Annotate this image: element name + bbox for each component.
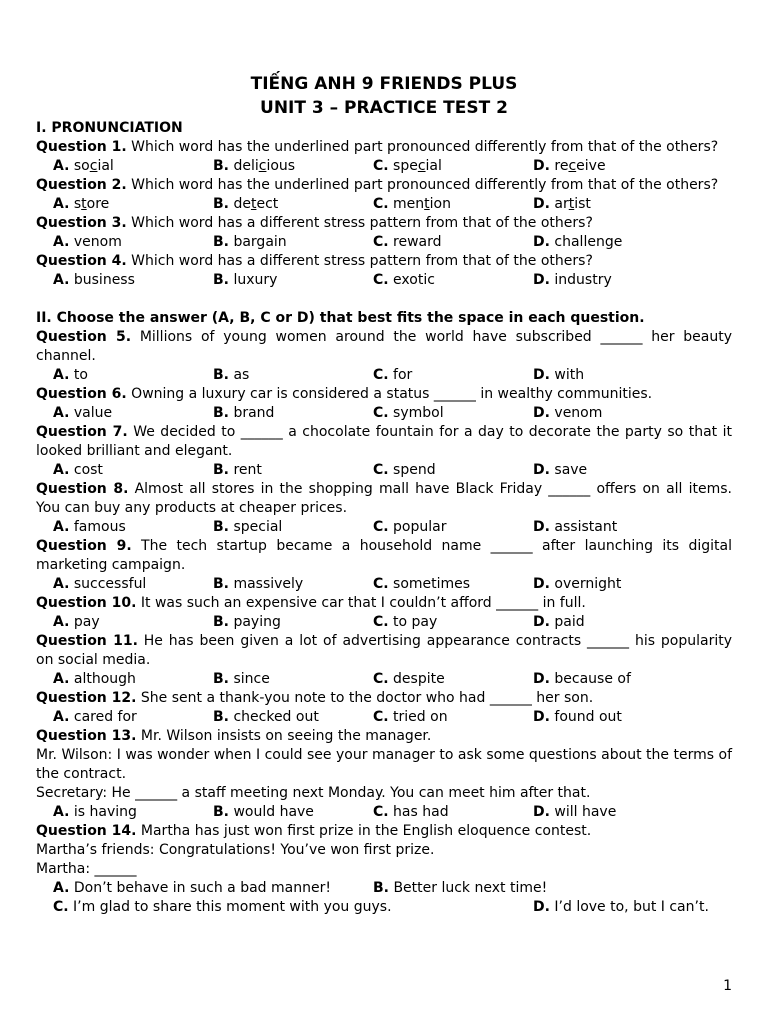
option-b: B. rent bbox=[213, 462, 262, 478]
question-number: Question 2. bbox=[36, 177, 127, 193]
question-2 bbox=[36, 176, 732, 195]
question-3 bbox=[36, 214, 732, 233]
question-5 bbox=[36, 328, 732, 366]
options-4 bbox=[36, 271, 732, 290]
option-a: A. although bbox=[53, 671, 136, 687]
options-2 bbox=[36, 195, 732, 214]
section-choose-heading: II. Choose the answer (A, B, C or D) that best fits the space in each question. bbox=[36, 310, 645, 326]
option-d: D. save bbox=[533, 462, 588, 478]
option-b: B. checked out bbox=[213, 709, 319, 725]
option-a: A. is having bbox=[53, 804, 137, 820]
question-number: Question 11. bbox=[36, 633, 138, 649]
option-c: C. mention bbox=[373, 196, 451, 212]
option-b: B. Better luck next time! bbox=[373, 880, 548, 896]
option-a: A. venom bbox=[53, 234, 122, 250]
option-d: D. I’d love to, but I can’t. bbox=[533, 899, 709, 915]
options-8 bbox=[36, 518, 732, 537]
option-c: C. tried on bbox=[373, 709, 448, 725]
option-b: B. bargain bbox=[213, 234, 287, 250]
option-b: B. paying bbox=[213, 614, 281, 630]
options-1 bbox=[36, 157, 732, 176]
option-d: D. because of bbox=[533, 671, 631, 687]
question-number: Question 8. bbox=[36, 481, 129, 497]
option-d: D. paid bbox=[533, 614, 585, 630]
option-a: A. cost bbox=[53, 462, 103, 478]
options-14-row1 bbox=[36, 879, 732, 898]
option-b: B. brand bbox=[213, 405, 275, 421]
option-d: D. will have bbox=[533, 804, 617, 820]
question-text: Which word has the underlined part pronounced differently from that of the others? bbox=[126, 177, 719, 193]
option-d: D. found out bbox=[533, 709, 622, 725]
option-c: C. for bbox=[373, 367, 413, 383]
option-c: C. special bbox=[373, 158, 442, 174]
option-a: A. value bbox=[53, 405, 113, 421]
option-c: C. spend bbox=[373, 462, 436, 478]
document-title: TIẾNG ANH 9 FRIENDS PLUS bbox=[250, 74, 518, 94]
option-c: C. exotic bbox=[373, 272, 435, 288]
options-3 bbox=[36, 233, 732, 252]
options-12 bbox=[36, 708, 732, 727]
option-b: B. massively bbox=[213, 576, 304, 592]
page-number: 1 bbox=[723, 978, 732, 994]
question-number: Question 14. bbox=[36, 823, 137, 839]
question-text: Almost all stores in the shopping mall have Black Friday ______ offers on all items. You can buy any products at cheaper prices. bbox=[36, 481, 732, 516]
option-b: B. delicious bbox=[213, 158, 296, 174]
option-d: D. assistant bbox=[533, 519, 618, 535]
option-c: C. popular bbox=[373, 519, 447, 535]
option-c: C. to pay bbox=[373, 614, 438, 630]
document-subtitle: UNIT 3 – PRACTICE TEST 2 bbox=[260, 98, 508, 118]
question-number: Question 10. bbox=[36, 595, 137, 611]
question-10 bbox=[36, 594, 732, 613]
option-d: D. challenge bbox=[533, 234, 623, 250]
option-a: A. successful bbox=[53, 576, 147, 592]
question-text: Martha has just won first prize in the English eloquence contest. bbox=[136, 823, 592, 839]
question-text: It was such an expensive car that I couldn’t afford ______ in full. bbox=[136, 595, 586, 611]
options-11 bbox=[36, 670, 732, 689]
option-a: A. to bbox=[53, 367, 88, 383]
option-c: C. despite bbox=[373, 671, 445, 687]
option-a: A. cared for bbox=[53, 709, 137, 725]
question-8 bbox=[36, 480, 732, 518]
option-c: C. sometimes bbox=[373, 576, 471, 592]
dialogue-line: Secretary: He ______ a staff meeting next Monday. You can meet him after that. bbox=[36, 785, 591, 801]
option-a: A. famous bbox=[53, 519, 126, 535]
options-9 bbox=[36, 575, 732, 594]
question-text: Millions of young women around the world have subscribed ______ her beauty channel. bbox=[36, 329, 732, 364]
option-d: D. receive bbox=[533, 158, 606, 174]
option-d: D. industry bbox=[533, 272, 612, 288]
question-number: Question 7. bbox=[36, 424, 128, 440]
option-b: B. detect bbox=[213, 196, 279, 212]
option-b: B. as bbox=[213, 367, 250, 383]
title-block bbox=[0, 72, 768, 120]
options-14-row2 bbox=[36, 898, 732, 917]
question-number: Question 6. bbox=[36, 386, 127, 402]
option-b: B. special bbox=[213, 519, 283, 535]
question-text: She sent a thank-you note to the doctor who had ______ her son. bbox=[136, 690, 594, 706]
options-5 bbox=[36, 366, 732, 385]
question-6 bbox=[36, 385, 732, 404]
question-12 bbox=[36, 689, 732, 708]
options-7 bbox=[36, 461, 732, 480]
options-13 bbox=[36, 803, 732, 822]
question-number: Question 3. bbox=[36, 215, 127, 231]
question-text: Which word has the underlined part pronounced differently from that of the others? bbox=[126, 139, 719, 155]
question-number: Question 5. bbox=[36, 329, 132, 345]
option-a: A. store bbox=[53, 196, 110, 212]
question-number: Question 1. bbox=[36, 139, 127, 155]
test-content bbox=[36, 119, 732, 917]
dialogue-line: Martha’s friends: Congratulations! You’ve won first prize. bbox=[36, 842, 435, 858]
dialogue-line: Martha: ______ bbox=[36, 861, 137, 877]
option-d: D. venom bbox=[533, 405, 603, 421]
options-6 bbox=[36, 404, 732, 423]
option-b: B. since bbox=[213, 671, 270, 687]
question-text: Owning a luxury car is considered a status ______ in wealthy communities. bbox=[126, 386, 653, 402]
option-b: B. would have bbox=[213, 804, 314, 820]
option-c: C. symbol bbox=[373, 405, 444, 421]
question-9 bbox=[36, 537, 732, 575]
question-14 bbox=[36, 822, 732, 841]
option-c: C. reward bbox=[373, 234, 442, 250]
section-pronunciation-heading: I. PRONUNCIATION bbox=[36, 120, 183, 136]
question-4 bbox=[36, 252, 732, 271]
option-d: D. overnight bbox=[533, 576, 622, 592]
question-text: We decided to ______ a chocolate fountain for a day to decorate the party so that it looked brilliant and elegant. bbox=[36, 424, 732, 459]
question-number: Question 13. bbox=[36, 728, 137, 744]
option-a: A. business bbox=[53, 272, 135, 288]
question-number: Question 9. bbox=[36, 538, 132, 554]
question-11 bbox=[36, 632, 732, 670]
option-c: C. has had bbox=[373, 804, 449, 820]
options-10 bbox=[36, 613, 732, 632]
question-text: The tech startup became a household name ______ after launching its digital marketing campaign. bbox=[36, 538, 732, 573]
question-text: Which word has a different stress pattern from that of the others? bbox=[126, 253, 593, 269]
question-1 bbox=[36, 138, 732, 157]
question-number: Question 4. bbox=[36, 253, 127, 269]
option-b: B. luxury bbox=[213, 272, 278, 288]
option-d: D. artist bbox=[533, 196, 591, 212]
question-text: Mr. Wilson insists on seeing the manager. bbox=[136, 728, 432, 744]
option-d: D. with bbox=[533, 367, 585, 383]
dialogue-line: Mr. Wilson: I was wonder when I could see your manager to ask some questions about the terms of the contract. bbox=[36, 747, 732, 782]
question-text: He has been given a lot of advertising appearance contracts ______ his popularity on social media. bbox=[36, 633, 732, 668]
question-text: Which word has a different stress pattern from that of the others? bbox=[126, 215, 593, 231]
question-13 bbox=[36, 727, 732, 746]
option-c: C. I’m glad to share this moment with you guys. bbox=[53, 899, 392, 915]
question-7 bbox=[36, 423, 732, 461]
section-spacer bbox=[36, 290, 732, 309]
option-a: A. Don’t behave in such a bad manner! bbox=[53, 880, 331, 896]
question-number: Question 12. bbox=[36, 690, 137, 706]
option-a: A. pay bbox=[53, 614, 100, 630]
option-a: A. social bbox=[53, 158, 114, 174]
